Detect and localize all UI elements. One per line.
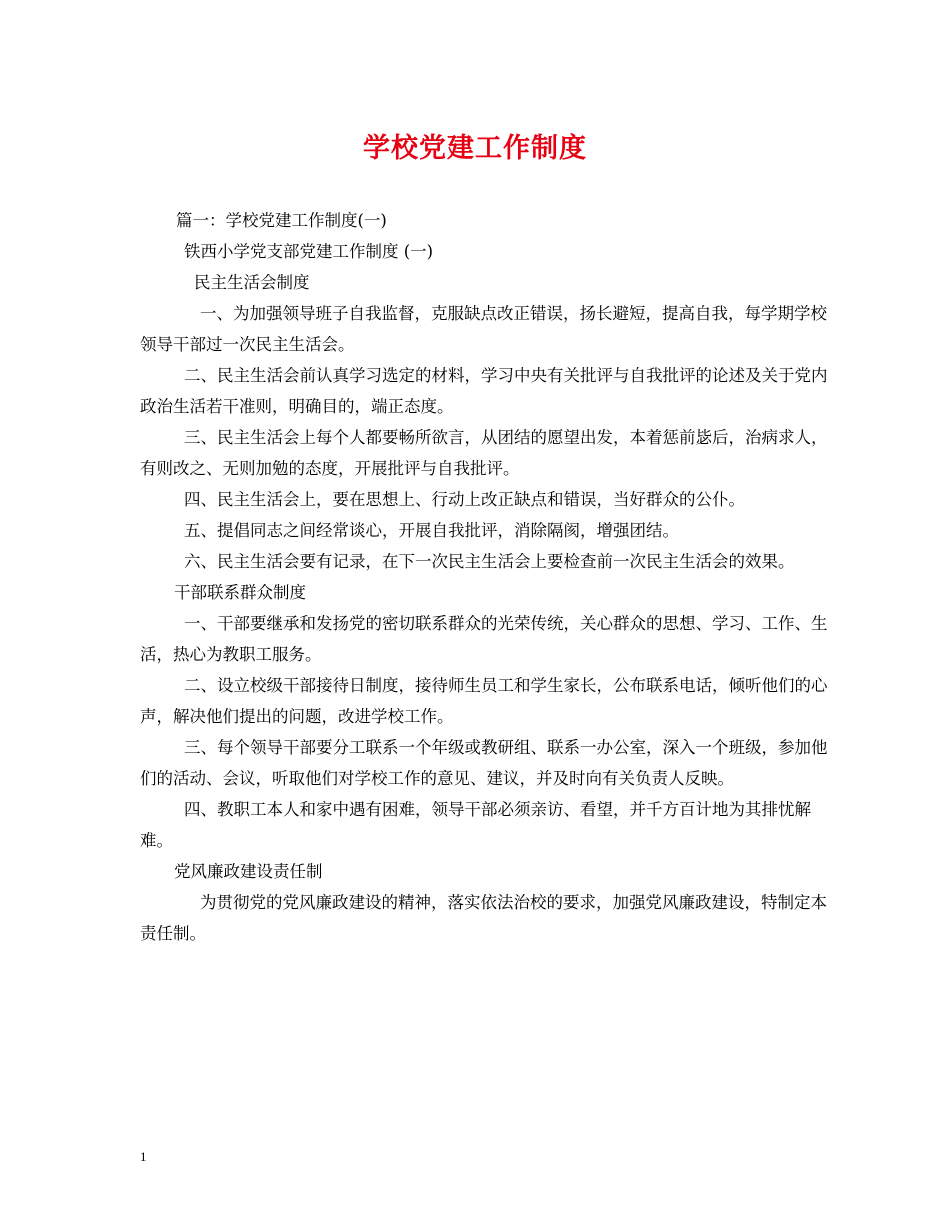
paragraph: 四、民主生活会上，要在思想上、行动上改正缺点和错误，当好群众的公仆。 <box>184 490 745 509</box>
section-heading-integrity: 党风廉政建设责任制 <box>174 862 323 881</box>
paragraph: 二、民主生活会前认真学习选定的材料，学习中央有关批评与自我批评的论述及关于党内政治生活若干准则，明确目的，端正态度。 <box>140 366 828 416</box>
paragraph: 三、每个领导干部要分工联系一个年级或教研组、联系一办公室，深入一个班级，参加他们的活动、会议，听取他们对学校工作的意见、建议，并及时向有关负责人反映。 <box>140 738 828 788</box>
paragraph: 三、民主生活会上每个人都要畅所欲言，从团结的愿望出发，本着惩前毖后，治病求人，有则改之、无则加勉的态度，开展批评与自我批评。 <box>140 428 828 478</box>
paragraph: 四、教职工本人和家中遇有困难，领导干部必须亲访、看望，并千方百计地为其排忧解难。 <box>140 800 811 850</box>
document-body <box>140 205 830 949</box>
document-title: 学校党建工作制度 <box>363 133 587 164</box>
page-number: 1 <box>140 1149 147 1164</box>
subtitle: 铁西小学党支部党建工作制度 (一) <box>184 242 434 261</box>
paragraph: 二、设立校级干部接待日制度，接待师生员工和学生家长，公布联系电话，倾听他们的心声，解决他们提出的问题，改进学校工作。 <box>140 676 828 726</box>
paragraph: 五、提倡同志之间经常谈心，开展自我批评，消除隔阂，增强团结。 <box>184 521 679 540</box>
paragraph: 一、干部要继承和发扬党的密切联系群众的光荣传统，关心群众的思想、学习、工作、生活，热心为教职工服务。 <box>140 614 828 664</box>
section-heading-democratic-life: 民主生活会制度 <box>194 273 310 292</box>
chapter-heading: 篇一：学校党建工作制度(一) <box>176 211 387 230</box>
paragraph: 为贯彻党的党风廉政建设的精神，落实依法治校的要求，加强党风廉政建设，特制定本责任制。 <box>140 893 827 943</box>
paragraph: 六、民主生活会要有记录，在下一次民主生活会上要检查前一次民主生活会的效果。 <box>184 552 795 571</box>
section-heading-cadre-contact: 干部联系群众制度 <box>174 583 306 602</box>
paragraph: 一、为加强领导班子自我监督，克服缺点改正错误，扬长避短，提高自我，每学期学校领导干部过一次民主生活会。 <box>140 304 827 354</box>
